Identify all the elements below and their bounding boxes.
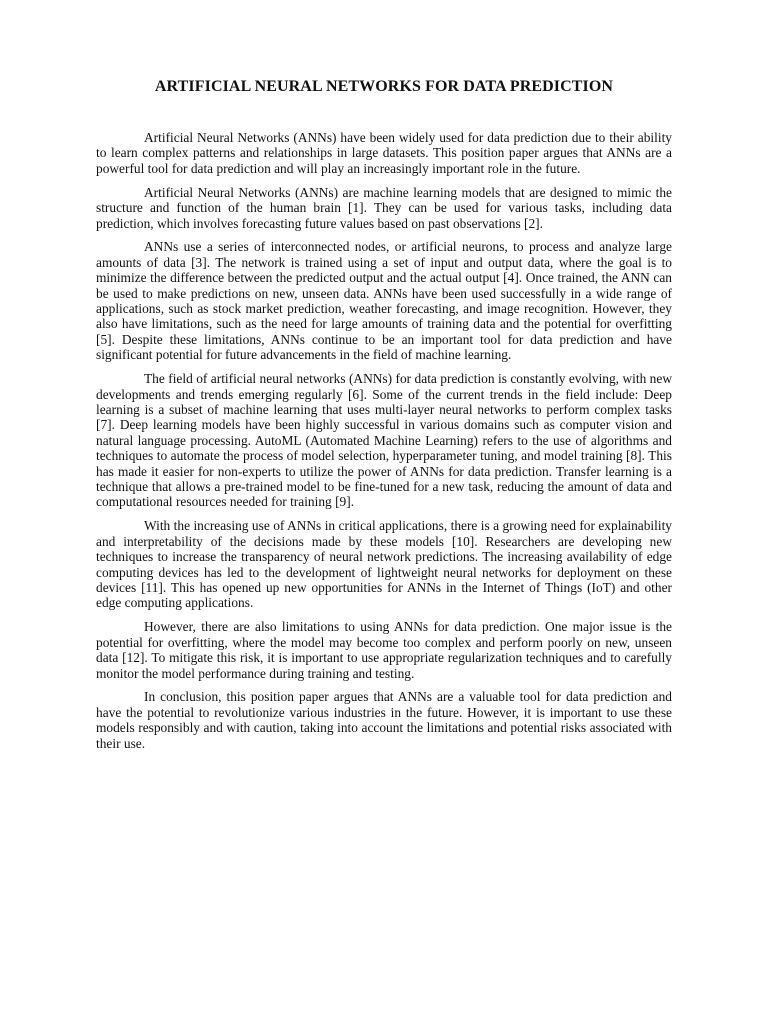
paragraph-how-anns-work: ANNs use a series of interconnected nodes, or artificial neurons, to process and analyze large amounts of data [3]. The network is trained using a set of input and output data, where the goal is to minimize the difference between the predicted output and the actual output [4]. Once trained, the ANN can be used to make predictions on new, unseen data. ANNs have been used successfully in a wide range of applications, such as stock market prediction, weather forecasting, and image recognition. However, they also have limitations, such as the need for large amounts of training data and the potential for overfitting [5]. Despite these limitations, ANNs continue to be an important tool for data prediction and have significant potential for future advancements in the field of machine learning. <box>96 239 672 363</box>
paragraph-conclusion: In conclusion, this position paper argues that ANNs are a valuable tool for data prediction and have the potential to revolutionize various industries in the future. However, it is important to use these models responsibly and with caution, taking into account the limitations and potential risks associated with their use. <box>96 689 672 751</box>
paragraph-limitations: However, there are also limitations to using ANNs for data prediction. One major issue is the potential for overfitting, where the model may become too complex and perform poorly on new, unseen data [12]. To mitigate this risk, it is important to use appropriate regularization techniques and to carefully monitor the model performance during training and testing. <box>96 619 672 681</box>
paragraph-abstract: Artificial Neural Networks (ANNs) have been widely used for data prediction due to their ability to learn complex patterns and relationships in large datasets. This position paper argues that ANNs are a powerful tool for data prediction and will play an increasingly important role in the future. <box>96 130 672 176</box>
paragraph-introduction: Artificial Neural Networks (ANNs) are machine learning models that are designed to mimic the structure and function of the human brain [1]. They can be used for various tasks, including data prediction, which involves forecasting future values based on past observations [2]. <box>96 184 672 231</box>
document-page <box>96 78 672 760</box>
paragraph-current-trends: The field of artificial neural networks (ANNs) for data prediction is constantly evolving, with new developments and trends emerging regularly [6]. Some of the current trends in the field include: Deep learning is a subset of machine learning that uses multi-layer neural networks to perform complex tasks [7]. Deep learning models have been highly successful in various domains such as computer vision and natural language processing. AutoML (Automated Machine Learning) refers to the use of algorithms and techniques to automate the process of model selection, hyperparameter tuning, and model training [8]. This has made it easier for non-experts to utilize the power of ANNs for data prediction. Transfer learning is a technique that allows a pre-trained model to be fine-tuned for a new task, reducing the amount of data and computational resources needed for training [9]. <box>96 371 672 510</box>
document-title: ARTIFICIAL NEURAL NETWORKS FOR DATA PREDICTION <box>154 78 614 95</box>
paragraph-explainability-edge: With the increasing use of ANNs in critical applications, there is a growing need for explainability and interpretability of the decisions made by these models [10]. Researchers are developing new techniques to increase the transparency of neural network predictions. The increasing availability of edge computing devices has led to the development of lightweight neural networks for deployment on these devices [11]. This has opened up new opportunities for ANNs in the Internet of Things (IoT) and other edge computing applications. <box>96 518 672 611</box>
